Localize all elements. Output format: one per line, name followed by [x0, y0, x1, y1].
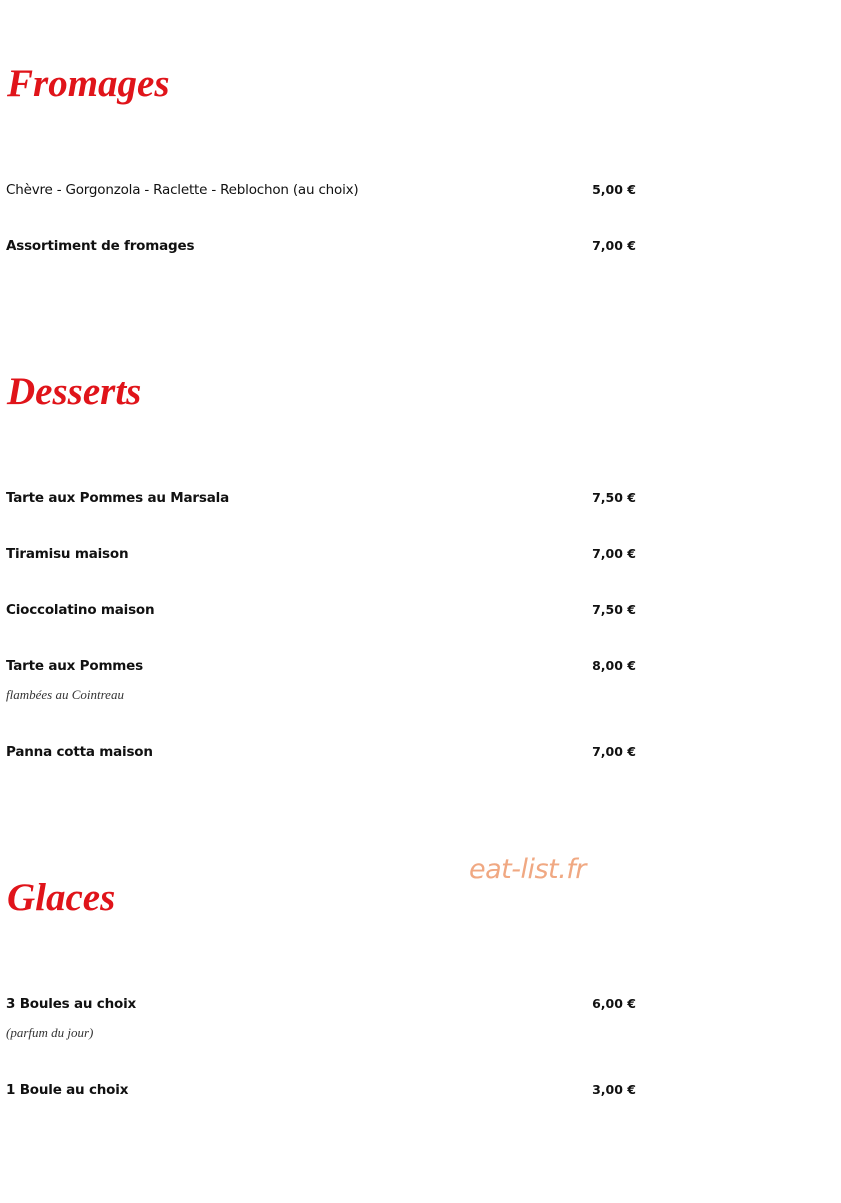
menu-item-name: Tiramisu maison: [6, 546, 129, 562]
menu-item-name: Tarte aux Pommes: [6, 658, 143, 674]
menu-item-name: 3 Boules au choix: [6, 996, 137, 1012]
section-title-desserts: Desserts: [7, 370, 142, 413]
menu-item-name: Assortiment de fromages: [6, 238, 195, 254]
menu-item-price: 7,50 €: [592, 490, 636, 505]
menu-item-price: 7,00 €: [592, 238, 636, 253]
menu-item-name: Chèvre - Gorgonzola - Raclette - Reblochon (au choix): [6, 182, 359, 198]
menu-item-name: Tarte aux Pommes au Marsala: [6, 490, 229, 506]
menu-item-note: flambées au Cointreau: [6, 687, 124, 702]
menu-item-price: 6,00 €: [592, 996, 636, 1011]
menu-item-price: 7,00 €: [592, 546, 636, 561]
section-title-fromages: Fromages: [7, 62, 170, 105]
menu-item-price: 7,50 €: [592, 602, 636, 617]
menu-item-name: 1 Boule au choix: [6, 1082, 129, 1098]
menu-item-price: 7,00 €: [592, 744, 636, 759]
menu-item-price: 3,00 €: [592, 1082, 636, 1097]
watermark: eat-list.fr: [469, 854, 586, 885]
menu-item-name: Cioccolatino maison: [6, 602, 155, 618]
menu-item-name: Panna cotta maison: [6, 744, 153, 760]
menu-item-price: 5,00 €: [592, 182, 636, 197]
section-title-glaces: Glaces: [7, 876, 116, 919]
menu-item-note: (parfum du jour): [6, 1025, 94, 1040]
menu-item-price: 8,00 €: [592, 658, 636, 673]
